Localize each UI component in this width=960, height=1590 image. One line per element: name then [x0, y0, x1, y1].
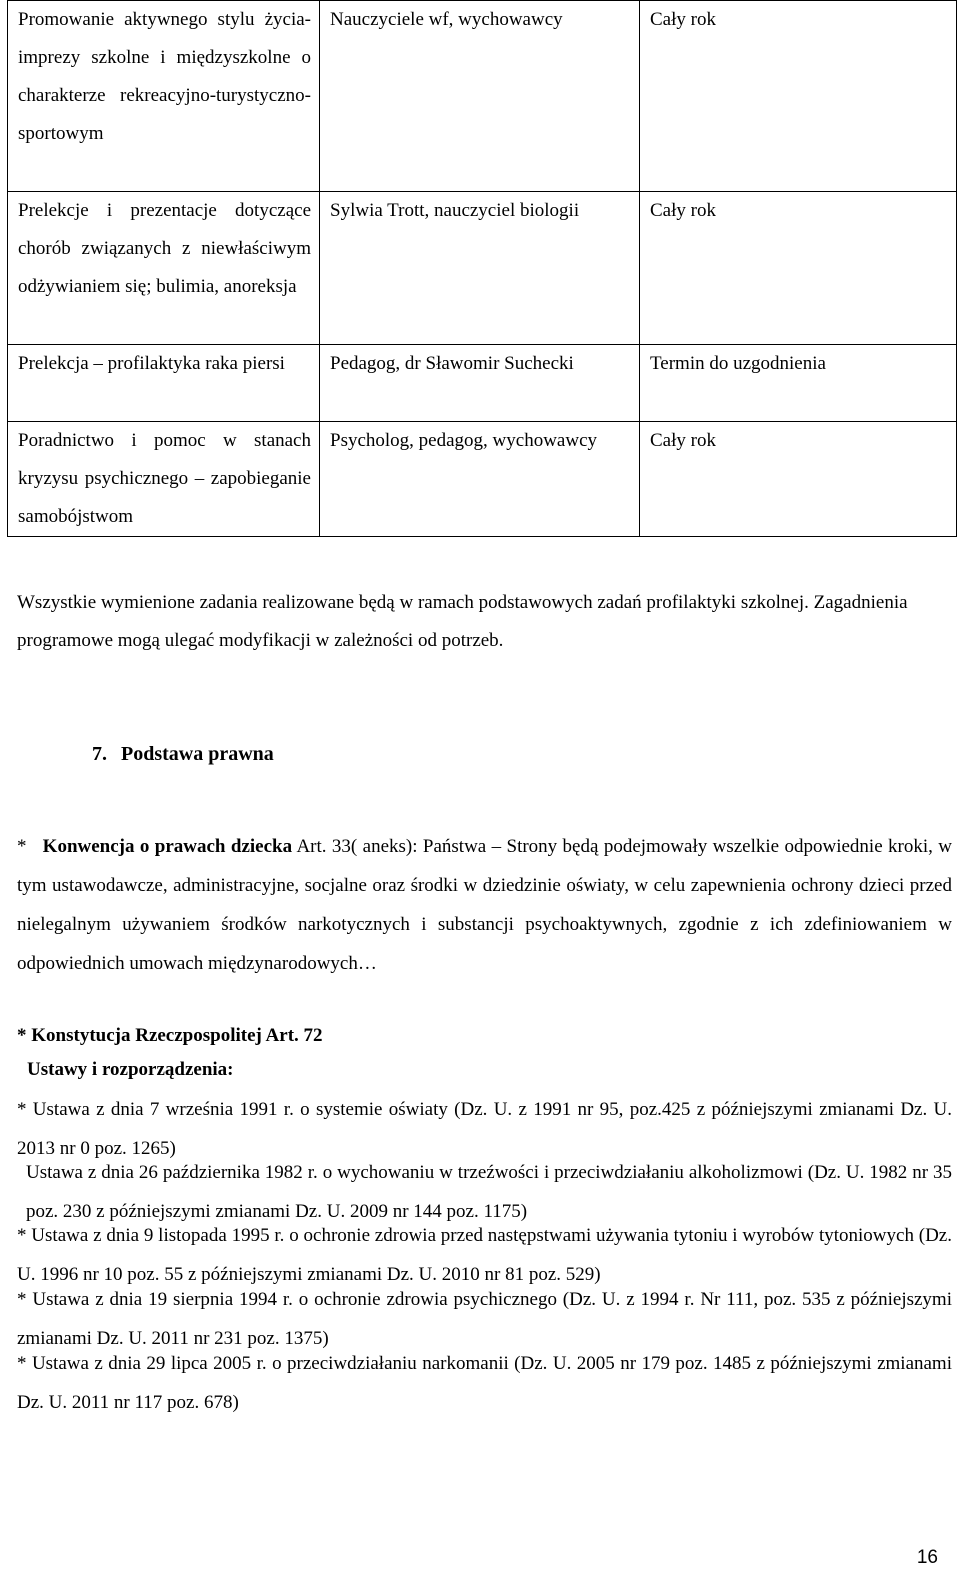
activity-cell: Poradnictwo i pomoc w stanach kryzysu psychicznego – zapobieganie samobójstwom: [8, 422, 320, 537]
section-title: Podstawa prawna: [121, 743, 274, 765]
convention-text: Art. 33( aneks): Państwa – Strony będą podejmowały wszelkie odpowiednie kroki, w tym ustawodawcze, administracyjne, socjalne oraz środki w dziedzinie oświaty, w celu zapewnienia ochrony dzieci przed nielegalnym używaniem środków narkotycznych i substancji psychoaktywnych, zgodnie z ich zdefiniowaniem w odpowiednich umowach międzynarodowych…: [17, 836, 952, 974]
section-number: 7.: [92, 743, 107, 765]
act-paragraph: * Ustawa z dnia 7 września 1991 r. o systemie oświaty (Dz. U. z 1991 nr 95, poz.425 z późniejszymi zmianami Dz. U. 2013 nr 0 poz. 1265): [17, 1099, 952, 1159]
term-cell: Cały rok: [640, 422, 957, 537]
table-row: [8, 1, 957, 192]
constitution-line: * Konstytucja Rzeczpospolitej Art. 72: [17, 1025, 323, 1046]
section-heading: [92, 743, 274, 766]
page-number: 16: [916, 1547, 938, 1568]
profilaxis-note: Wszystkie wymienione zadania realizowane będą w ramach podstawowych zadań profilaktyki szkolnej. Zagadnienia programowe mogą ulegać modyfikacji w zależności od potrzeb.: [17, 592, 908, 651]
term-cell: Cały rok: [640, 1, 957, 192]
responsible-cell: Psycholog, pedagog, wychowawcy: [320, 422, 640, 537]
convention-title: Konwencja o prawach dziecka: [42, 836, 293, 857]
table-row: [8, 345, 957, 422]
act-paragraph: Ustawa z dnia 26 października 1982 r. o wychowaniu w trzeźwości i przeciwdziałaniu alkoholizmowi (Dz. U. 1982 nr 35 poz. 230 z późniejszymi zmianami Dz. U. 2009 nr 144 poz. 1175): [26, 1162, 952, 1222]
activities-table: [7, 0, 957, 537]
table-row: [8, 192, 957, 345]
act-paragraph: * Ustawa z dnia 19 sierpnia 1994 r. o ochronie zdrowia psychicznego (Dz. U. z 1994 r. Nr 111, poz. 535 z późniejszymi zmianami Dz. U. 2011 nr 231 poz. 1375): [17, 1289, 952, 1349]
responsible-cell: Pedagog, dr Sławomir Suchecki: [320, 345, 640, 422]
acts-heading: Ustawy i rozporządzenia:: [27, 1059, 234, 1080]
activity-cell: Promowanie aktywnego stylu życia- imprezy szkolne i międzyszkolne o charakterze rekreacyjno-turystyczno-sportowym: [8, 1, 320, 192]
act-paragraph: * Ustawa z dnia 9 listopada 1995 r. o ochronie zdrowia przed następstwami używania tytoniu i wyrobów tytoniowych (Dz. U. 1996 nr 10 poz. 55 z późniejszymi zmianami Dz. U. 2010 nr 81 poz. 529): [17, 1225, 952, 1285]
convention-paragraph: [17, 827, 952, 983]
bullet-marker: *: [17, 836, 27, 857]
table-row: [8, 422, 957, 537]
act-paragraph: * Ustawa z dnia 29 lipca 2005 r. o przeciwdziałaniu narkomanii (Dz. U. 2005 nr 179 poz. 1485 z późniejszymi zmianami Dz. U. 2011 nr 117 poz. 678): [17, 1353, 952, 1413]
term-cell: Termin do uzgodnienia: [640, 345, 957, 422]
responsible-cell: Nauczyciele wf, wychowawcy: [320, 1, 640, 192]
activity-cell: Prelekcje i prezentacje dotyczące chorób związanych z niewłaściwym odżywianiem się; bulimia, anoreksja: [8, 192, 320, 345]
term-cell: Cały rok: [640, 192, 957, 345]
responsible-cell: Sylwia Trott, nauczyciel biologii: [320, 192, 640, 345]
activity-cell: Prelekcja – profilaktyka raka piersi: [8, 345, 320, 422]
